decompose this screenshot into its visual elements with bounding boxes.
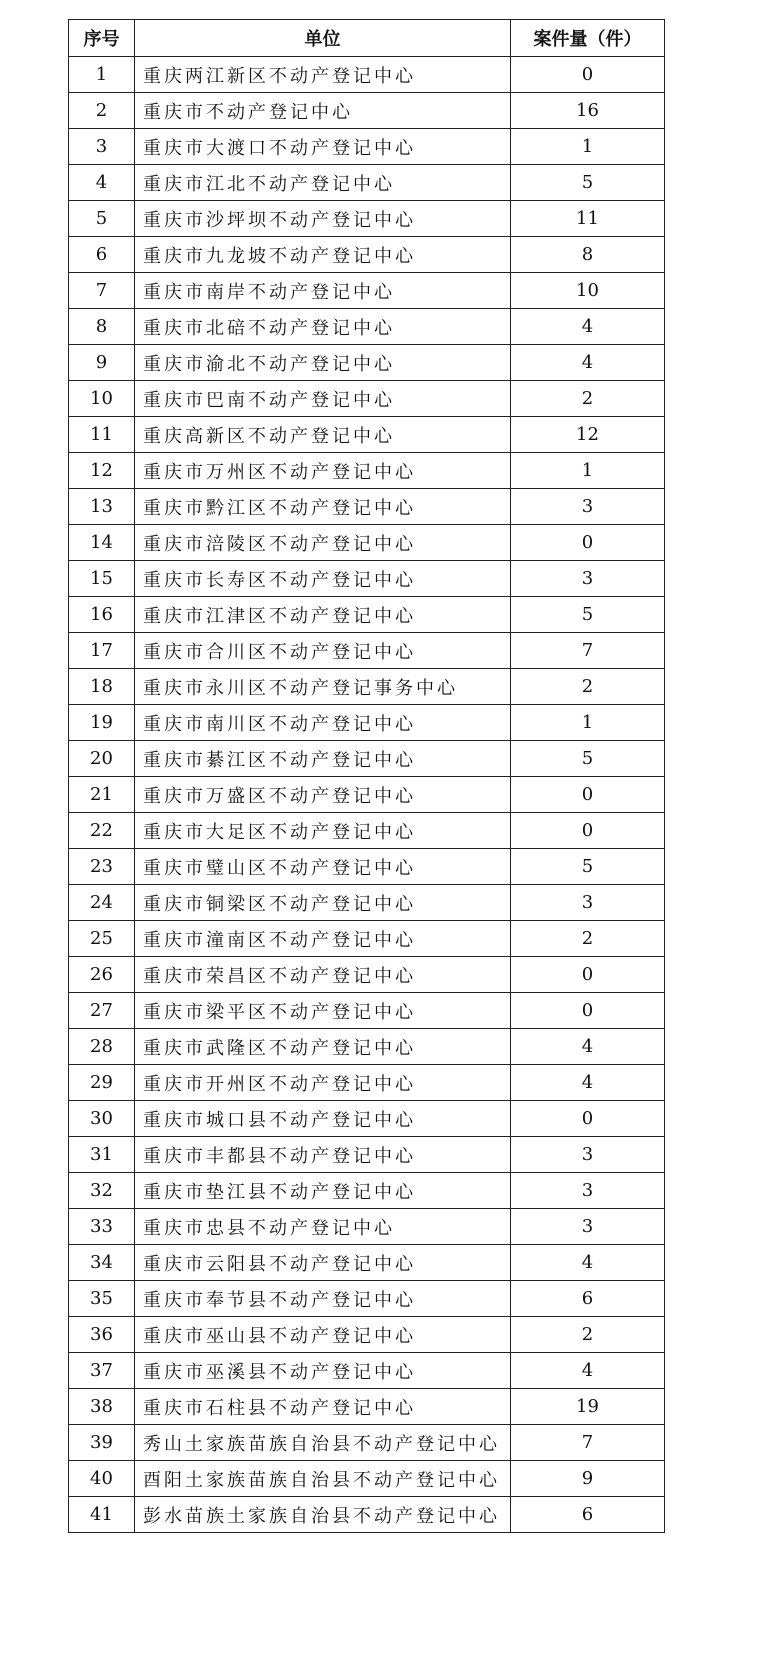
row-index: 40 [69,1461,135,1497]
table-row [69,993,665,1029]
row-index: 23 [69,849,135,885]
row-index: 34 [69,1245,135,1281]
table-row [69,669,665,705]
row-case-count: 4 [511,345,665,381]
row-index: 31 [69,1137,135,1173]
row-unit-name: 重庆市万盛区不动产登记中心 [135,777,511,813]
row-unit-name: 重庆两江新区不动产登记中心 [135,57,511,93]
table-row [69,381,665,417]
row-index: 33 [69,1209,135,1245]
table-row [69,57,665,93]
row-case-count: 12 [511,417,665,453]
row-index: 27 [69,993,135,1029]
row-case-count: 0 [511,957,665,993]
row-unit-name: 重庆市铜梁区不动产登记中心 [135,885,511,921]
table-row [69,309,665,345]
row-index: 19 [69,705,135,741]
table-row [69,777,665,813]
row-case-count: 5 [511,849,665,885]
row-index: 16 [69,597,135,633]
row-case-count: 0 [511,525,665,561]
table-row [69,1461,665,1497]
row-unit-name: 重庆市北碚不动产登记中心 [135,309,511,345]
row-case-count: 6 [511,1497,665,1533]
header-case-count: 案件量（件） [511,20,665,57]
row-unit-name: 重庆市合川区不动产登记中心 [135,633,511,669]
table-row [69,1245,665,1281]
row-index: 22 [69,813,135,849]
row-case-count: 10 [511,273,665,309]
row-unit-name: 重庆市奉节县不动产登记中心 [135,1281,511,1317]
row-case-count: 7 [511,633,665,669]
row-unit-name: 重庆市城口县不动产登记中心 [135,1101,511,1137]
table-row [69,1353,665,1389]
row-index: 25 [69,921,135,957]
table-row [69,921,665,957]
table-row [69,417,665,453]
row-index: 14 [69,525,135,561]
table-row [69,1137,665,1173]
row-unit-name: 重庆市沙坪坝不动产登记中心 [135,201,511,237]
row-unit-name: 重庆市忠县不动产登记中心 [135,1209,511,1245]
row-case-count: 5 [511,741,665,777]
row-unit-name: 重庆市梁平区不动产登记中心 [135,993,511,1029]
row-unit-name: 酉阳土家族苗族自治县不动产登记中心 [135,1461,511,1497]
row-case-count: 19 [511,1389,665,1425]
row-index: 28 [69,1029,135,1065]
row-unit-name: 重庆市武隆区不动产登记中心 [135,1029,511,1065]
row-unit-name: 重庆市南岸不动产登记中心 [135,273,511,309]
row-index: 9 [69,345,135,381]
table-row [69,597,665,633]
row-case-count: 3 [511,489,665,525]
table-row [69,273,665,309]
table-row [69,849,665,885]
row-unit-name: 重庆高新区不动产登记中心 [135,417,511,453]
row-unit-name: 重庆市渝北不动产登记中心 [135,345,511,381]
row-case-count: 4 [511,1065,665,1101]
row-index: 17 [69,633,135,669]
row-unit-name: 重庆市巴南不动产登记中心 [135,381,511,417]
row-unit-name: 重庆市长寿区不动产登记中心 [135,561,511,597]
row-case-count: 3 [511,1209,665,1245]
table-row [69,1029,665,1065]
table-row [69,1281,665,1317]
row-case-count: 9 [511,1461,665,1497]
row-unit-name: 重庆市南川区不动产登记中心 [135,705,511,741]
row-index: 20 [69,741,135,777]
row-unit-name: 重庆市石柱县不动产登记中心 [135,1389,511,1425]
row-unit-name: 重庆市不动产登记中心 [135,93,511,129]
row-unit-name: 重庆市黔江区不动产登记中心 [135,489,511,525]
table-body [69,57,665,1533]
table-row [69,813,665,849]
row-case-count: 6 [511,1281,665,1317]
table-row [69,165,665,201]
table-row [69,1209,665,1245]
row-unit-name: 重庆市永川区不动产登记事务中心 [135,669,511,705]
row-index: 4 [69,165,135,201]
row-index: 3 [69,129,135,165]
row-index: 2 [69,93,135,129]
row-index: 37 [69,1353,135,1389]
row-case-count: 8 [511,237,665,273]
row-case-count: 0 [511,1101,665,1137]
row-index: 29 [69,1065,135,1101]
row-unit-name: 重庆市垫江县不动产登记中心 [135,1173,511,1209]
row-unit-name: 重庆市璧山区不动产登记中心 [135,849,511,885]
table-row [69,633,665,669]
row-case-count: 3 [511,561,665,597]
table-row [69,453,665,489]
row-case-count: 0 [511,57,665,93]
row-index: 26 [69,957,135,993]
table-row [69,885,665,921]
row-unit-name: 重庆市大渡口不动产登记中心 [135,129,511,165]
row-unit-name: 彭水苗族土家族自治县不动产登记中心 [135,1497,511,1533]
row-case-count: 16 [511,93,665,129]
row-case-count: 1 [511,453,665,489]
row-index: 1 [69,57,135,93]
row-index: 24 [69,885,135,921]
table-row [69,1425,665,1461]
row-index: 10 [69,381,135,417]
row-case-count: 3 [511,885,665,921]
row-index: 32 [69,1173,135,1209]
table-row [69,1101,665,1137]
row-unit-name: 重庆市江北不动产登记中心 [135,165,511,201]
table-row [69,957,665,993]
row-unit-name: 重庆市荣昌区不动产登记中心 [135,957,511,993]
row-index: 35 [69,1281,135,1317]
row-index: 6 [69,237,135,273]
row-unit-name: 重庆市万州区不动产登记中心 [135,453,511,489]
table-row [69,1317,665,1353]
row-case-count: 0 [511,813,665,849]
table-row [69,345,665,381]
row-case-count: 3 [511,1137,665,1173]
row-case-count: 0 [511,777,665,813]
row-unit-name: 重庆市九龙坡不动产登记中心 [135,237,511,273]
row-index: 41 [69,1497,135,1533]
table-row [69,237,665,273]
row-index: 39 [69,1425,135,1461]
row-unit-name: 重庆市潼南区不动产登记中心 [135,921,511,957]
table-row [69,1389,665,1425]
row-unit-name: 重庆市江津区不动产登记中心 [135,597,511,633]
table-row [69,1497,665,1533]
row-index: 5 [69,201,135,237]
table-row [69,201,665,237]
row-index: 15 [69,561,135,597]
row-unit-name: 重庆市巫山县不动产登记中心 [135,1317,511,1353]
row-case-count: 2 [511,381,665,417]
row-case-count: 3 [511,1173,665,1209]
header-index: 序号 [69,20,135,57]
row-unit-name: 重庆市綦江区不动产登记中心 [135,741,511,777]
row-index: 11 [69,417,135,453]
row-case-count: 4 [511,1029,665,1065]
row-index: 8 [69,309,135,345]
row-index: 7 [69,273,135,309]
row-case-count: 2 [511,921,665,957]
row-unit-name: 重庆市丰都县不动产登记中心 [135,1137,511,1173]
row-unit-name: 重庆市云阳县不动产登记中心 [135,1245,511,1281]
row-unit-name: 秀山土家族苗族自治县不动产登记中心 [135,1425,511,1461]
row-case-count: 2 [511,669,665,705]
row-index: 13 [69,489,135,525]
row-index: 36 [69,1317,135,1353]
row-case-count: 2 [511,1317,665,1353]
table-row [69,129,665,165]
table-row [69,525,665,561]
row-case-count: 4 [511,1245,665,1281]
row-unit-name: 重庆市大足区不动产登记中心 [135,813,511,849]
row-case-count: 0 [511,993,665,1029]
row-index: 12 [69,453,135,489]
table-row [69,1065,665,1101]
row-index: 18 [69,669,135,705]
row-case-count: 4 [511,309,665,345]
table-row [69,489,665,525]
table-row [69,741,665,777]
header-unit: 单位 [135,20,511,57]
row-case-count: 4 [511,1353,665,1389]
row-case-count: 5 [511,597,665,633]
row-unit-name: 重庆市巫溪县不动产登记中心 [135,1353,511,1389]
row-index: 30 [69,1101,135,1137]
row-unit-name: 重庆市涪陵区不动产登记中心 [135,525,511,561]
row-case-count: 7 [511,1425,665,1461]
table-row [69,561,665,597]
row-case-count: 1 [511,129,665,165]
case-count-table [68,19,665,1533]
row-index: 21 [69,777,135,813]
row-case-count: 1 [511,705,665,741]
row-case-count: 5 [511,165,665,201]
row-index: 38 [69,1389,135,1425]
table-header-row [69,20,665,57]
row-unit-name: 重庆市开州区不动产登记中心 [135,1065,511,1101]
table-row [69,1173,665,1209]
row-case-count: 11 [511,201,665,237]
table-row [69,705,665,741]
table-row [69,93,665,129]
